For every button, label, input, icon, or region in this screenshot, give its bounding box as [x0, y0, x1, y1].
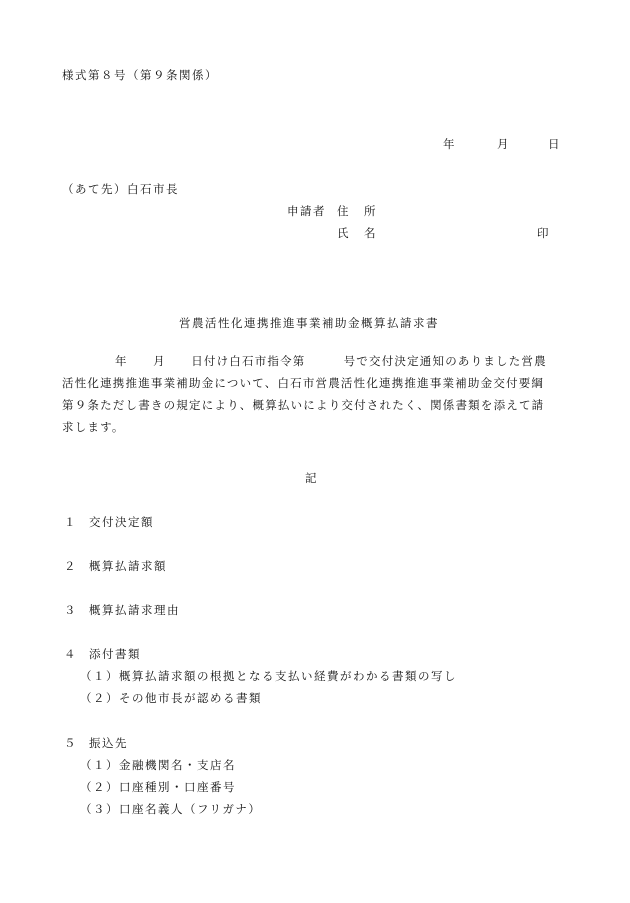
date-year: 年	[443, 137, 455, 151]
date-day: 日	[548, 137, 560, 151]
body-line-1: 年 月 日付け白石市指令第 号で交付決定通知のありました営農	[115, 354, 547, 368]
item-5-sub-1: （１）金融機関名・支店名	[80, 758, 236, 772]
body-line-4: 求します。	[62, 420, 125, 434]
applicant-role-label: 申請者	[287, 204, 326, 218]
item-4-label: 添付書類	[89, 647, 141, 661]
name-label: 氏 名	[337, 226, 378, 240]
item-5-sub-2: （２）口座種別・口座番号	[80, 780, 236, 794]
item-2-number: ２	[64, 559, 76, 573]
item-5-sub-3: （３）口座名義人（フリガナ）	[80, 802, 262, 816]
addressee: （あて先）白石市長	[62, 182, 179, 196]
item-3-label: 概算払請求理由	[89, 603, 180, 617]
item-5-label: 振込先	[89, 736, 128, 750]
item-5-number: ５	[64, 736, 76, 750]
item-1-label: 交付決定額	[89, 515, 154, 529]
item-4-sub-2: （２）その他市長が認める書類	[80, 691, 262, 705]
item-2-label: 概算払請求額	[89, 559, 167, 573]
form-number: 様式第８号（第９条関係）	[62, 68, 218, 82]
item-3-number: ３	[64, 603, 76, 617]
address-label: 住 所	[337, 204, 378, 218]
document-title: 営農活性化連携推進事業補助金概算払請求書	[179, 316, 439, 330]
body-line-2: 活性化連携推進事業補助金について、白石市営農活性化連携推進事業補助金交付要綱	[62, 376, 545, 390]
date-month: 月	[497, 137, 509, 151]
item-4-sub-1: （１）概算払請求額の根拠となる支払い経費がわかる書類の写し	[80, 669, 457, 683]
ki-heading: 記	[305, 471, 317, 485]
item-4-number: ４	[64, 647, 76, 661]
seal-mark: 印	[537, 226, 549, 240]
item-1-number: １	[64, 515, 76, 529]
body-line-3: 第９条ただし書きの規定により、概算払いにより交付されたく、関係書類を添えて請	[62, 398, 545, 412]
body-paragraph	[62, 350, 570, 438]
